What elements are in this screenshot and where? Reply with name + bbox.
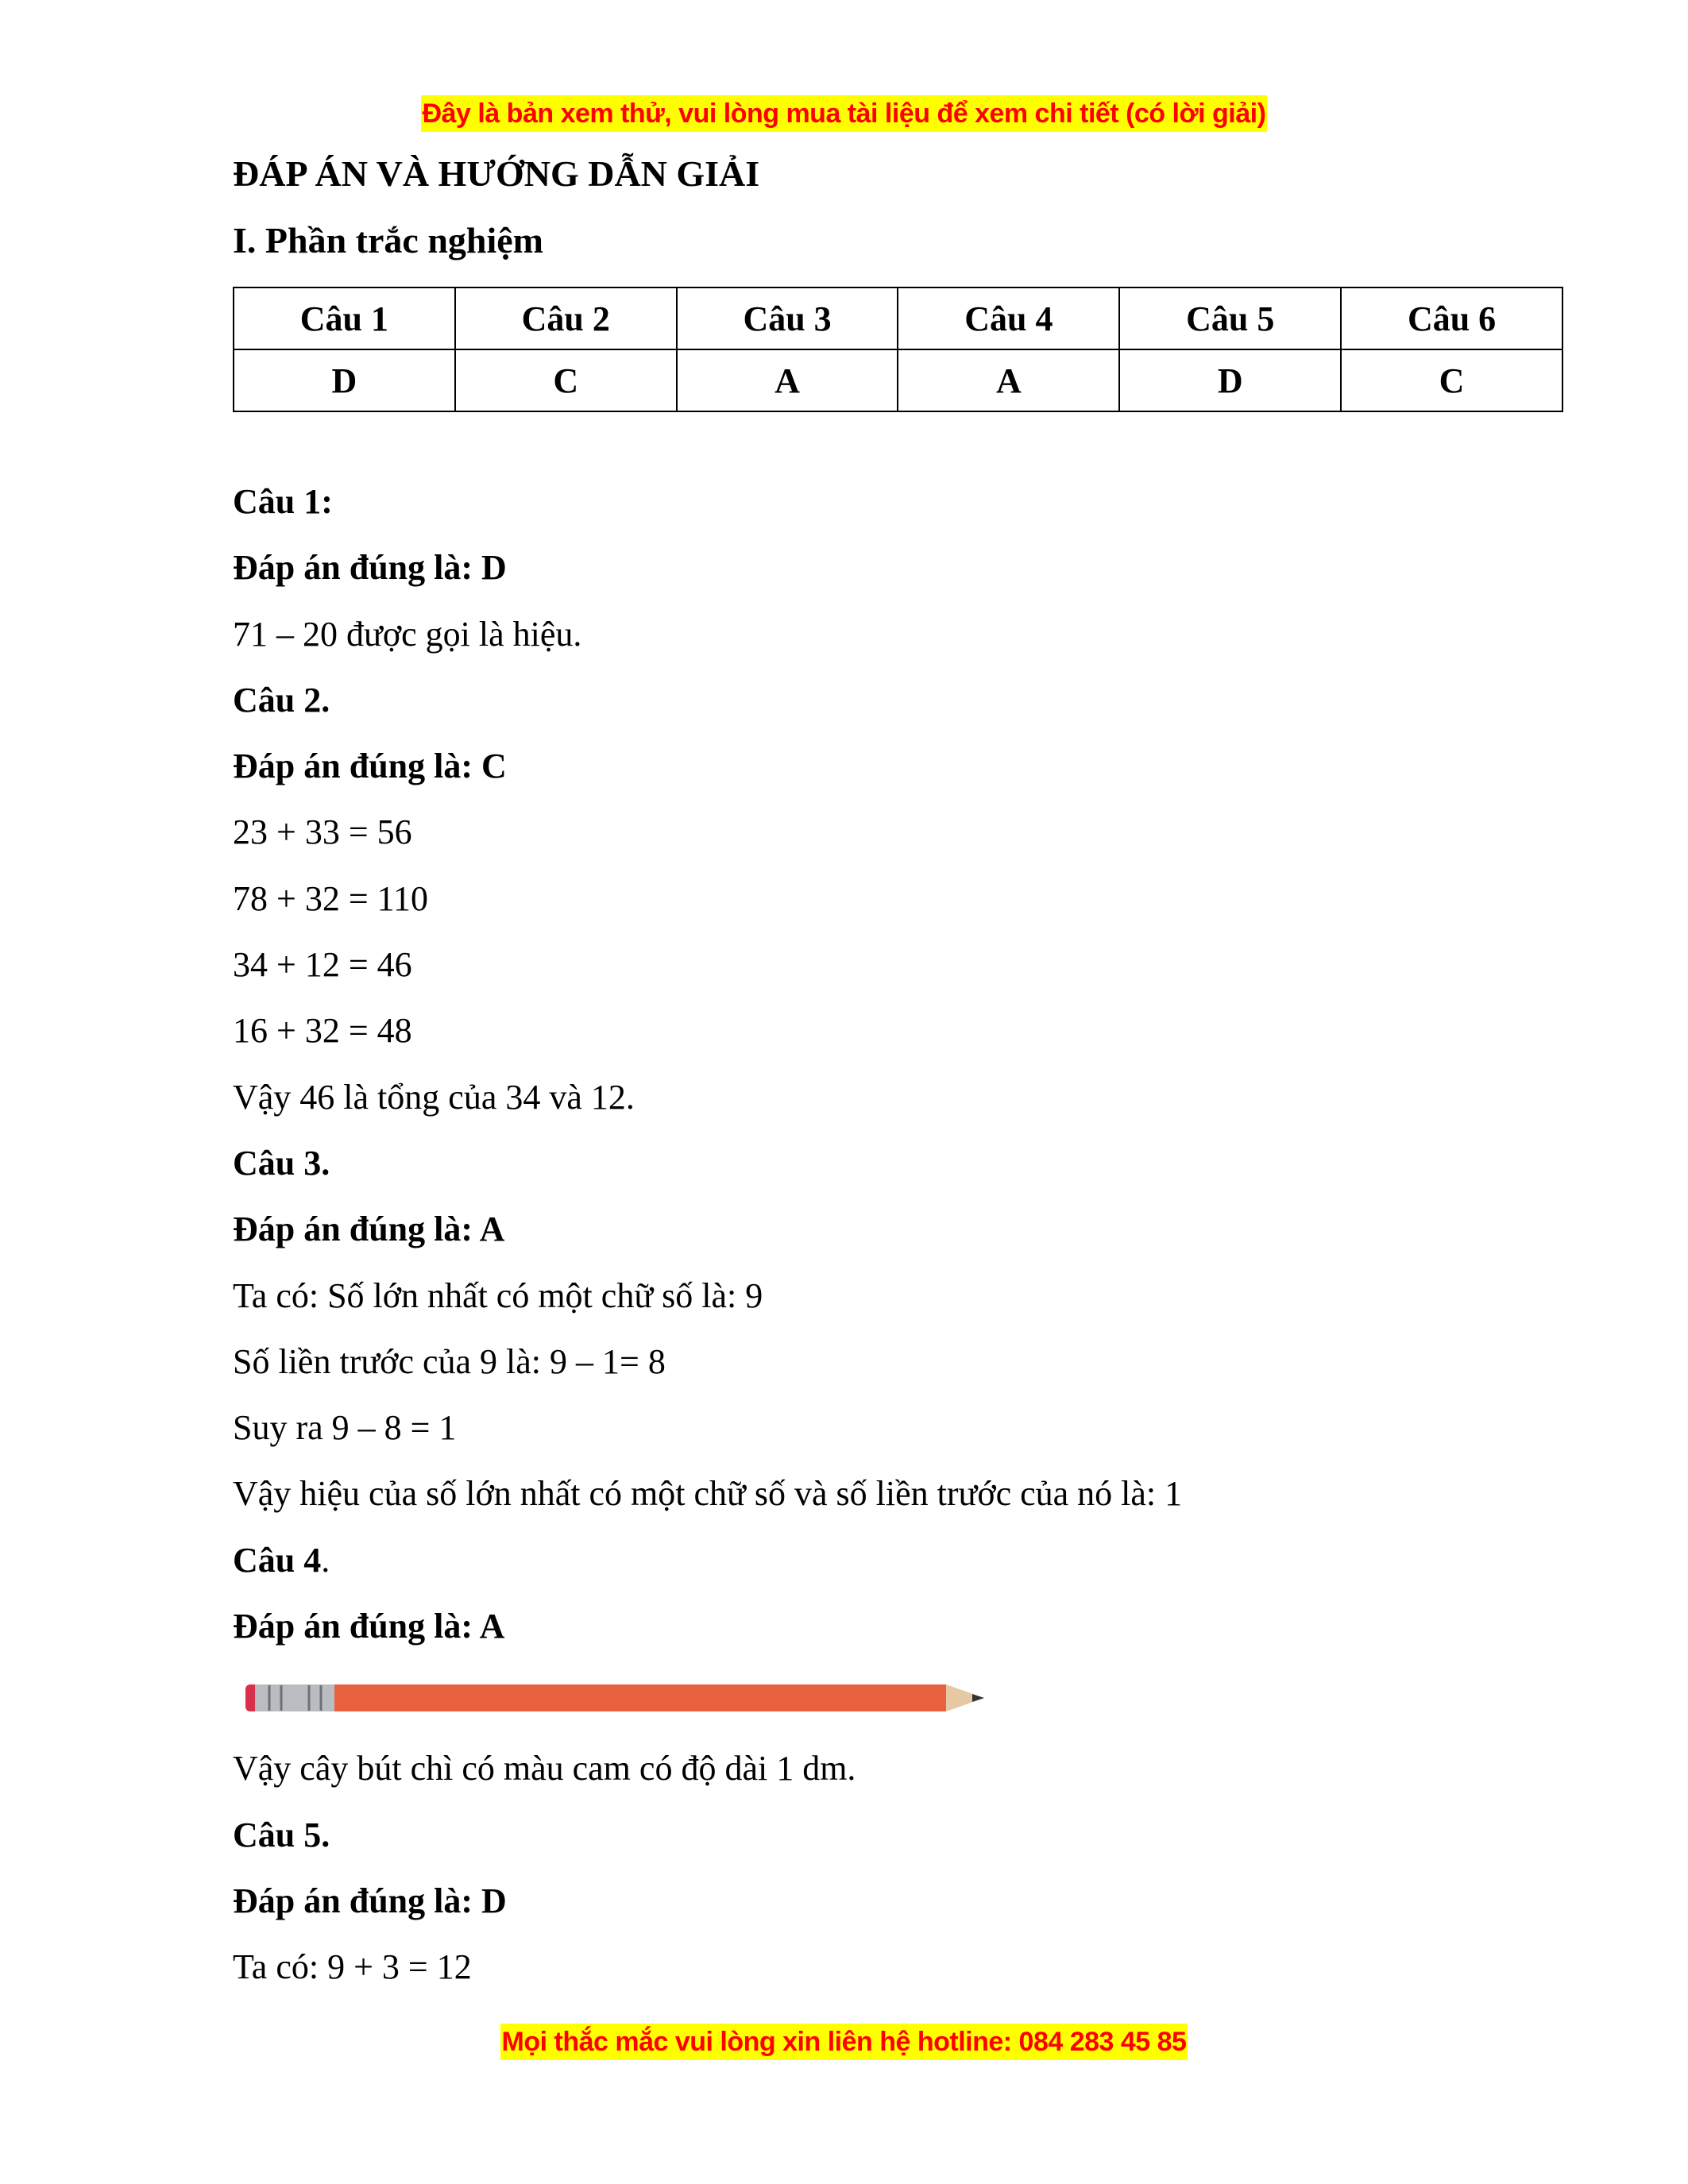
solution-heading bbox=[233, 1196, 1583, 1262]
table-answer-cell: C bbox=[455, 349, 677, 411]
solution-heading bbox=[233, 469, 1583, 534]
table-header-cell: Câu 2 bbox=[455, 287, 677, 349]
preview-notice-text: Đây là bản xem thử, vui lòng mua tài liệu để xem chi tiết (có lời giải) bbox=[421, 95, 1268, 132]
solution-heading bbox=[233, 1868, 1583, 1934]
line-text: Đáp án đúng là: A bbox=[233, 1210, 505, 1249]
line-text: Câu 5. bbox=[233, 1815, 330, 1854]
pencil-icon bbox=[245, 1681, 984, 1715]
line-text: Câu 1: bbox=[233, 482, 333, 521]
solution-text bbox=[233, 1329, 1583, 1395]
page-title: ĐÁP ÁN VÀ HƯỚNG DẪN GIẢI bbox=[233, 153, 760, 194]
solution-content bbox=[233, 469, 1583, 2001]
line-text: 71 – 20 được gọi là hiệu. bbox=[233, 614, 582, 654]
solution-heading bbox=[233, 534, 1583, 600]
line-text: Số liền trước của 9 là: 9 – 1= 8 bbox=[233, 1341, 666, 1381]
line-text: Suy ra 9 – 8 = 1 bbox=[233, 1408, 457, 1448]
solution-text bbox=[233, 1461, 1583, 1526]
solution-text bbox=[233, 997, 1583, 1063]
solution-text bbox=[233, 1934, 1583, 2000]
line-text: Ta có: 9 + 3 = 12 bbox=[233, 1947, 472, 1987]
line-text: 16 + 32 = 48 bbox=[233, 1011, 412, 1051]
solution-text bbox=[233, 1395, 1583, 1461]
solution-heading bbox=[233, 667, 1583, 733]
table-answer-cell: C bbox=[1341, 349, 1562, 411]
line-text: Câu 4 bbox=[233, 1540, 322, 1580]
line-text: Đáp án đúng là: D bbox=[233, 548, 507, 588]
line-text: Đáp án đúng là: C bbox=[233, 747, 507, 786]
table-answer-cell: D bbox=[1119, 349, 1341, 411]
table-answer-cell: A bbox=[898, 349, 1119, 411]
line-suffix: . bbox=[321, 1540, 330, 1580]
solution-heading bbox=[233, 1130, 1583, 1196]
line-text: Đáp án đúng là: D bbox=[233, 1881, 507, 1920]
line-text: 23 + 33 = 56 bbox=[233, 812, 412, 852]
table-answer-cell: D bbox=[234, 349, 455, 411]
line-text: Câu 3. bbox=[233, 1143, 330, 1183]
solution-text bbox=[233, 1735, 1583, 1801]
solution-text bbox=[233, 1263, 1583, 1329]
line-text: Đáp án đúng là: A bbox=[233, 1607, 505, 1646]
solution-text bbox=[233, 866, 1583, 932]
line-text: Vậy hiệu của số lớn nhất có một chữ số và số liền trước của nó là: 1 bbox=[233, 1474, 1183, 1514]
section-heading: I. Phần trắc nghiệm bbox=[233, 220, 543, 260]
solution-text bbox=[233, 601, 1583, 667]
pencil-image bbox=[233, 1659, 1583, 1735]
answer-table-header-row bbox=[234, 287, 1562, 349]
answer-table bbox=[233, 287, 1563, 412]
line-text: Ta có: Số lớn nhất có một chữ số là: 9 bbox=[233, 1275, 763, 1315]
line-text: Vậy 46 là tổng của 34 và 12. bbox=[233, 1077, 635, 1117]
solution-heading bbox=[233, 733, 1583, 799]
hotline-banner bbox=[0, 2027, 1688, 2058]
line-text: Câu 2. bbox=[233, 680, 330, 720]
table-header-cell: Câu 4 bbox=[898, 287, 1119, 349]
table-header-cell: Câu 1 bbox=[234, 287, 455, 349]
table-header-cell: Câu 3 bbox=[677, 287, 898, 349]
solution-text bbox=[233, 932, 1583, 997]
hotline-text: Mọi thắc mắc vui lòng xin liên hệ hotline: 084 283 45 85 bbox=[500, 2024, 1188, 2060]
line-text: 78 + 32 = 110 bbox=[233, 878, 428, 918]
line-text: Vậy cây bút chì có màu cam có độ dài 1 dm. bbox=[233, 1749, 856, 1788]
preview-notice-banner bbox=[0, 98, 1688, 129]
table-header-cell: Câu 5 bbox=[1119, 287, 1341, 349]
table-answer-cell: A bbox=[677, 349, 898, 411]
line-text: 34 + 12 = 46 bbox=[233, 945, 412, 985]
solution-text bbox=[233, 799, 1583, 865]
solution-heading bbox=[233, 1802, 1583, 1868]
solution-heading bbox=[233, 1593, 1583, 1659]
solution-heading bbox=[233, 1527, 1583, 1593]
solution-text bbox=[233, 1064, 1583, 1130]
answer-table-answer-row bbox=[234, 349, 1562, 411]
table-header-cell: Câu 6 bbox=[1341, 287, 1562, 349]
